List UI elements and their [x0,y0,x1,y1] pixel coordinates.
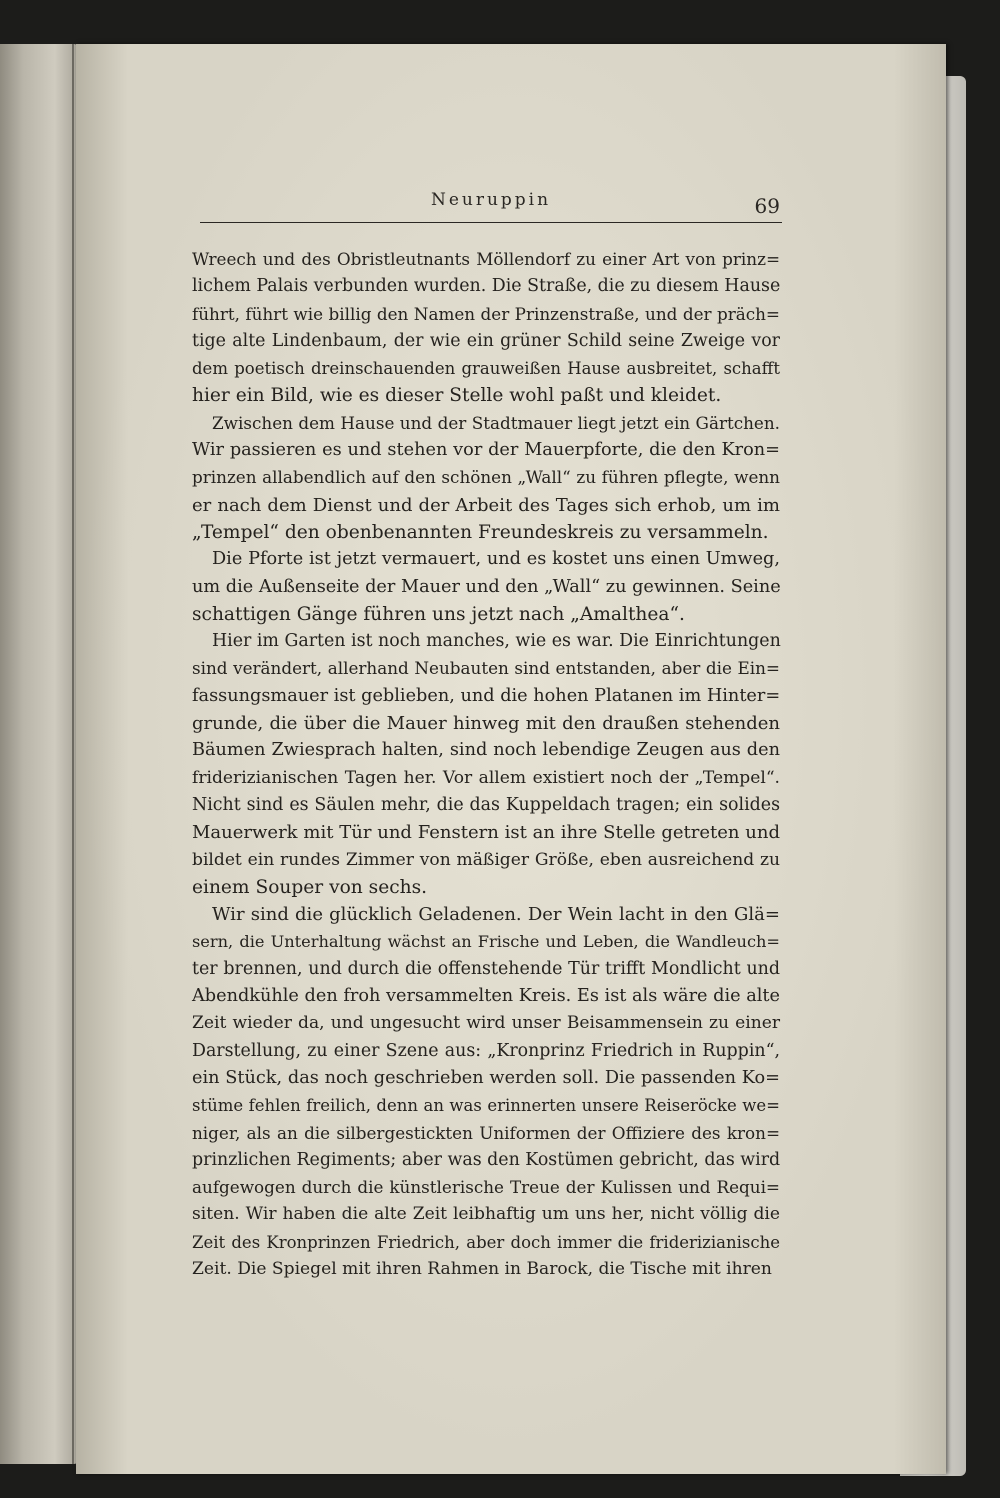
text-line: er nach dem Dienst und der Arbeit des Tages sich erhob, um im [192,494,780,516]
text-line: niger, als an die silbergestickten Uniformen der Offiziere des kron= [192,1122,780,1143]
text-line: Die Pforte ist jetzt vermauert, und es kostet uns einen Umweg, [212,549,780,570]
text-line: prinzlichen Regiments; aber was den Kostümen gebricht, das wird [192,1149,781,1170]
text-line: hier ein Bild, wie es dieser Stelle wohl paßt und kleidet. [192,385,722,407]
text-line: Hier im Garten ist noch manches, wie es war. Die Einrichtungen [212,631,781,652]
body-text [192,246,780,1283]
page-header-title: Neuruppin [430,190,552,210]
paragraph [192,901,780,1283]
text-line: aufgewogen durch die künstlerische Treue der Kulissen und Requi= [192,1177,780,1198]
paragraph [192,628,780,901]
text-line: Wreech und des Obristleutnants Möllendorf zu einer Art von prinz= [192,249,780,269]
text-line: sern, die Unterhaltung wächst an Frische und Leben, die Wandleuch= [192,932,780,952]
text-line: Zeit. Die Spiegel mit ihren Rahmen in Barock, die Tische mit ihren [192,1258,772,1279]
text-line: fassungsmauer ist geblieben, und die hohen Platanen im Hinter= [192,685,781,706]
text-line: Darstellung, zu einer Szene aus: „Kronprinz Friedrich in Ruppin“, [192,1040,780,1061]
text-line: führt, führt wie billig den Namen der Prinzenstraße, und der präch= [192,303,780,324]
text-line: stüme fehlen freilich, denn an was erinnerten unsere Reiseröcke we= [192,1096,780,1116]
text-line: bildet ein rundes Zimmer von mäßiger Größe, eben ausreichend zu [192,849,780,870]
text-line: Abendkühle den froh versammelten Kreis. Es ist als wäre die alte [192,986,780,1007]
text-line: tige alte Lindenbaum, der wie ein grüner Schild seine Zweige vor [192,330,780,351]
text-line: um die Außenseite der Mauer und den „Wall“ zu gewinnen. Seine [192,576,781,597]
paragraph [192,546,780,628]
text-line: Zeit wieder da, und ungesucht wird unser Beisammensein zu einer [192,1013,780,1034]
running-head [200,190,782,223]
paragraph [192,410,780,546]
text-line: ter brennen, und durch die offenstehende Tür trifft Mondlicht und [192,958,780,979]
text-line: ein Stück, das noch geschrieben werden soll. Die passenden Ko= [192,1067,780,1088]
text-line: einem Souper von sechs. [192,876,428,898]
text-line: Bäumen Zwiesprach halten, sind noch lebendige Zeugen aus den [192,740,780,761]
paragraph [192,246,780,410]
text-line: Zeit des Kronprinzen Friedrich, aber doch immer die friderizianische [192,1232,780,1252]
left-page-edge [0,44,78,1464]
text-line: schattigen Gänge führen uns jetzt nach „Amalthea“. [192,603,685,625]
text-line: lichem Palais verbunden wurden. Die Straße, die zu diesem Hause [192,276,781,297]
text-line: Wir sind die glücklich Geladenen. Der Wein lacht in den Glä= [212,904,780,926]
text-line: dem poetisch dreinschauenden grauweißen Hause ausbreitet, schafft [192,359,780,379]
text-line: Wir passieren es und stehen vor der Mauerpforte, die den Kron= [192,440,780,461]
text-line: grunde, die über die Mauer hinweg mit den draußen stehenden [192,713,780,735]
text-line: „Tempel“ den obenbenannten Freundeskreis zu versammeln. [192,521,769,543]
text-line: friderizianischen Tagen her. Vor allem existiert noch der „Tempel“. [192,767,780,788]
page-number: 69 [754,194,780,218]
text-line: Mauerwerk mit Tür und Fenstern ist an ihre Stelle getreten und [192,822,780,844]
text-line: Nicht sind es Säulen mehr, die das Kuppeldach tragen; ein solides [192,794,780,815]
text-line: prinzen allabendlich auf den schönen „Wall“ zu führen pflegte, wenn [192,467,780,488]
text-line: Zwischen dem Hause und der Stadtmauer liegt jetzt ein Gärtchen. [212,412,780,433]
text-line: siten. Wir haben die alte Zeit leibhaftig um uns her, nicht völlig die [192,1204,780,1225]
text-line: sind verändert, allerhand Neubauten sind entstanden, aber die Ein= [192,658,780,679]
